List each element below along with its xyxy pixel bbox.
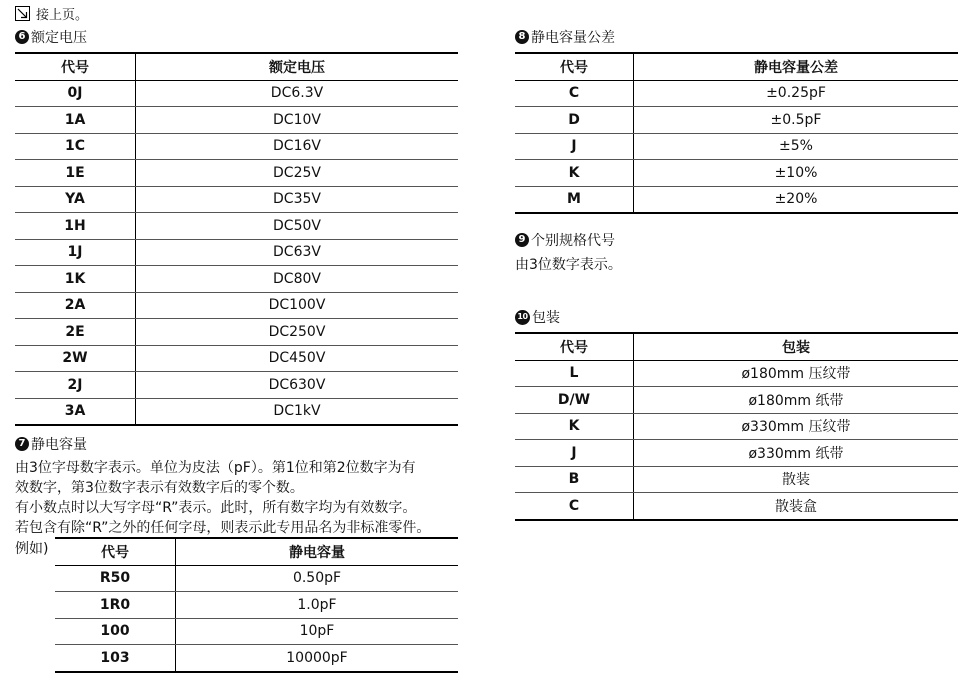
column-header: 额定电压 [136,53,459,80]
voltage-section-title [15,27,87,47]
tolerance-table [515,52,958,214]
code-cell: M [515,186,634,213]
table-row [515,387,958,414]
value-cell: ø180mm 纸带 [634,387,959,414]
table-row [515,133,958,160]
tolerance-section-title [515,27,615,47]
code-cell: 1K [15,266,136,293]
value-cell: DC10V [136,107,459,134]
table-row [55,645,458,672]
packaging-table [515,332,958,521]
table-row [15,345,458,372]
section-number-badge: 8 [515,30,529,44]
section-number-badge: 7 [15,437,29,451]
table-row [15,292,458,319]
section-number-badge: 10 [515,310,530,325]
section-number-badge: 9 [515,233,529,247]
code-cell: 3A [15,398,136,425]
value-cell: 散装盒 [634,493,959,520]
packaging-section-title [515,307,560,327]
value-cell: ø330mm 压纹带 [634,413,959,440]
value-cell: DC63V [136,239,459,266]
column-header: 代号 [15,53,136,80]
table-row [15,160,458,187]
voltage-title: 额定电压 [31,30,87,46]
table-row [515,107,958,134]
continued-text: 接上页。 [36,7,89,23]
code-cell: 1C [15,133,136,160]
table-row [515,160,958,187]
column-header: 代号 [55,538,176,565]
value-cell: ±20% [634,186,959,213]
table-row [515,493,958,520]
description-line: 由3位字母数字表示。单位为皮法（pF）。第1位和第2位数字为有 [15,460,416,476]
code-cell: 103 [55,645,176,672]
table-row [55,618,458,645]
column-header: 包装 [634,333,959,360]
code-cell: B [515,466,634,493]
code-cell: 1J [15,239,136,266]
individual-title: 个别规格代号 [531,233,615,249]
table-row [515,360,958,387]
value-cell: ±5% [634,133,959,160]
table-row [15,398,458,425]
table-row [515,413,958,440]
table-row [15,372,458,399]
table-row [515,440,958,467]
code-cell: 1H [15,213,136,240]
capacitance-description [15,458,430,538]
example-label: 例如) [15,541,49,557]
value-cell: 10pF [176,618,459,645]
value-cell: DC50V [136,213,459,240]
table-row [15,107,458,134]
code-cell: 100 [55,618,176,645]
value-cell: 1.0pF [176,592,459,619]
code-cell: K [515,160,634,187]
value-cell: DC6.3V [136,80,459,107]
value-cell: DC35V [136,186,459,213]
table-row [55,592,458,619]
capacitance-section-title [15,434,87,454]
code-cell: C [515,493,634,520]
code-cell: 1R0 [55,592,176,619]
description-line: 效数字，第3位数字表示有效数字后的零个数。 [15,480,304,496]
table-row [15,239,458,266]
code-cell: K [515,413,634,440]
table-row [515,80,958,107]
value-cell: DC630V [136,372,459,399]
table-row [515,466,958,493]
code-cell: 2E [15,319,136,346]
table-row [55,565,458,592]
capacitance-title: 静电容量 [31,437,87,453]
packaging-title: 包装 [532,310,560,326]
individual-description: 由3位数字表示。 [515,257,622,273]
code-cell: 2J [15,372,136,399]
table-row [15,80,458,107]
code-cell: J [515,133,634,160]
capacitance-table [55,537,458,673]
code-cell: C [515,80,634,107]
value-cell: DC1kV [136,398,459,425]
column-header: 静电容量公差 [634,53,959,80]
arrow-down-right-icon [15,6,30,21]
code-cell: 2A [15,292,136,319]
tolerance-title: 静电容量公差 [531,30,615,46]
code-cell: D/W [515,387,634,414]
code-cell: R50 [55,565,176,592]
table-row [15,186,458,213]
code-cell: L [515,360,634,387]
code-cell: 1E [15,160,136,187]
table-row [515,186,958,213]
continued-note [15,4,88,22]
code-cell: 0J [15,80,136,107]
value-cell: 10000pF [176,645,459,672]
value-cell: DC450V [136,345,459,372]
value-cell: ±0.5pF [634,107,959,134]
code-cell: D [515,107,634,134]
table-row [15,213,458,240]
table-row [15,133,458,160]
value-cell: DC250V [136,319,459,346]
column-header: 代号 [515,53,634,80]
column-header: 静电容量 [176,538,459,565]
description-line: 有小数点时以大写字母“R”表示。此时，所有数字均为有效数字。 [15,500,417,516]
table-row [15,319,458,346]
description-line: 若包含有除“R”之外的任何字母，则表示此专用品名为非标准零件。 [15,520,431,536]
voltage-table [15,52,458,426]
code-cell: 2W [15,345,136,372]
value-cell: DC25V [136,160,459,187]
value-cell: DC100V [136,292,459,319]
code-cell: YA [15,186,136,213]
value-cell: DC80V [136,266,459,293]
code-cell: J [515,440,634,467]
code-cell: 1A [15,107,136,134]
column-header: 代号 [515,333,634,360]
value-cell: ±0.25pF [634,80,959,107]
value-cell: 0.50pF [176,565,459,592]
individual-section-title [515,230,615,250]
value-cell: ø330mm 纸带 [634,440,959,467]
section-number-badge: 6 [15,30,29,44]
value-cell: ø180mm 压纹带 [634,360,959,387]
value-cell: 散装 [634,466,959,493]
table-row [15,266,458,293]
value-cell: DC16V [136,133,459,160]
value-cell: ±10% [634,160,959,187]
